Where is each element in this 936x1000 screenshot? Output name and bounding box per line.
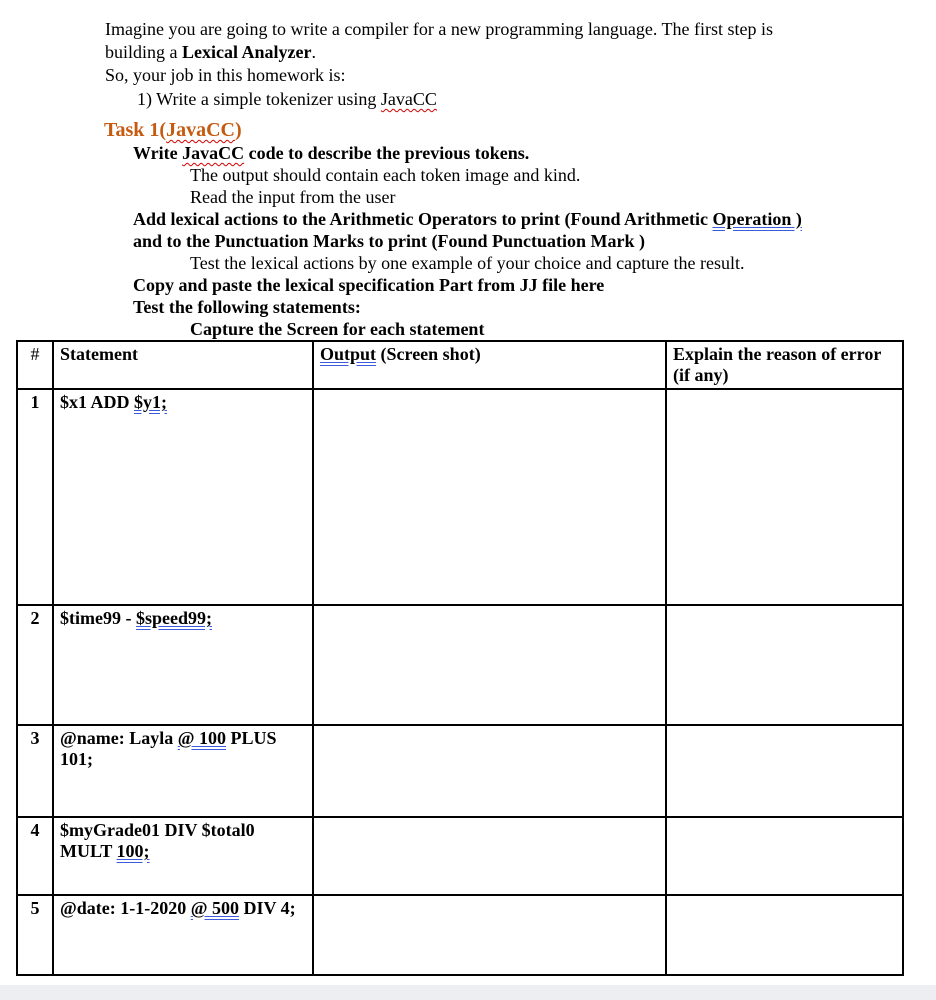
statement-underlined: @ 500 (190, 898, 239, 918)
output-cell[interactable] (313, 605, 666, 725)
write-word: JavaCC (182, 143, 245, 163)
write-instruction (133, 142, 529, 164)
header-statement: Statement (53, 341, 313, 389)
statement-underlined: @ 100 (177, 728, 226, 748)
task-heading-word: JavaCC (166, 119, 235, 141)
row-number: 3 (17, 725, 53, 817)
output-cell[interactable] (313, 895, 666, 975)
row-number: 1 (17, 389, 53, 605)
statement-text: $x1 ADD (60, 392, 135, 412)
table-header-row (17, 341, 903, 389)
statement-tail: PLUS 101; (60, 728, 277, 769)
list-item-1-term: JavaCC (380, 89, 437, 109)
statement-underlined: 100; (116, 841, 150, 861)
statement-text: $myGrade01 DIV $total0 MULT (60, 820, 255, 861)
header-output (313, 341, 666, 389)
row-number: 4 (17, 817, 53, 895)
task-heading-pre: Task 1( (104, 119, 167, 141)
lexical-analyzer-term: Lexical Analyzer (182, 42, 312, 62)
statement-text: $time99 - (60, 608, 136, 628)
statement-cell (53, 895, 313, 975)
lexical-actions-line-1 (133, 208, 802, 230)
statement-cell (53, 725, 313, 817)
intro-line-2-pre: building a (105, 42, 182, 62)
output-cell[interactable] (313, 817, 666, 895)
copy-paste-line: Copy and paste the lexical specification Part from JJ file here (133, 275, 605, 295)
statements-table (16, 340, 904, 976)
header-output-word: Output (320, 344, 377, 364)
statement-underlined: $y1; (134, 392, 168, 412)
statement-underlined: $speed99; (135, 608, 212, 628)
table-row (17, 605, 903, 725)
row-number: 2 (17, 605, 53, 725)
lexical-actions-pre: Add lexical actions to the Arithmetic Operators to print (Found Arithmetic (133, 209, 713, 229)
intro-line-1: Imagine you are going to write a compiler for a new programming language. The first step is (105, 19, 773, 39)
write-pre: Write (133, 143, 183, 163)
lexical-actions-line-2: and to the Punctuation Marks to print (Found Punctuation Mark ) (133, 231, 646, 251)
test-statements-line: Test the following statements: (133, 297, 361, 317)
table-row (17, 817, 903, 895)
test-actions-line: Test the lexical actions by one example of your choice and capture the result. (190, 253, 745, 273)
capture-screen-line: Capture the Screen for each statement (190, 319, 485, 339)
list-item-1 (137, 88, 437, 110)
header-output-rest: (Screen shot) (376, 344, 481, 364)
statement-cell (53, 817, 313, 895)
explain-cell[interactable] (666, 817, 903, 895)
explain-cell[interactable] (666, 895, 903, 975)
explain-cell[interactable] (666, 725, 903, 817)
row-number: 5 (17, 895, 53, 975)
intro-line-2 (105, 41, 316, 63)
statement-cell (53, 605, 313, 725)
table-row (17, 389, 903, 605)
explain-cell[interactable] (666, 389, 903, 605)
header-number: # (17, 341, 53, 389)
output-requirement: The output should contain each token image and kind. (190, 165, 581, 185)
statement-text: @name: Layla (60, 728, 178, 748)
statement-tail: DIV 4; (238, 898, 296, 918)
read-input-requirement: Read the input from the user (190, 187, 396, 207)
intro-line-3: So, your job in this homework is: (105, 65, 346, 85)
task-heading-post: ) (234, 119, 242, 141)
explain-cell[interactable] (666, 605, 903, 725)
output-cell[interactable] (313, 725, 666, 817)
statement-text: @date: 1-1-2020 (60, 898, 191, 918)
statement-cell (53, 389, 313, 605)
lexical-actions-word: Operation ) (712, 209, 802, 229)
task-heading (104, 119, 242, 141)
header-explain: Explain the reason of error (if any) (666, 341, 903, 389)
output-cell[interactable] (313, 389, 666, 605)
list-item-1-text: 1) Write a simple tokenizer using (137, 89, 381, 109)
table-row (17, 895, 903, 975)
intro-line-2-post: . (311, 42, 316, 62)
table-row (17, 725, 903, 817)
page-gutter (0, 985, 936, 1000)
write-post: code to describe the previous tokens. (244, 143, 530, 163)
